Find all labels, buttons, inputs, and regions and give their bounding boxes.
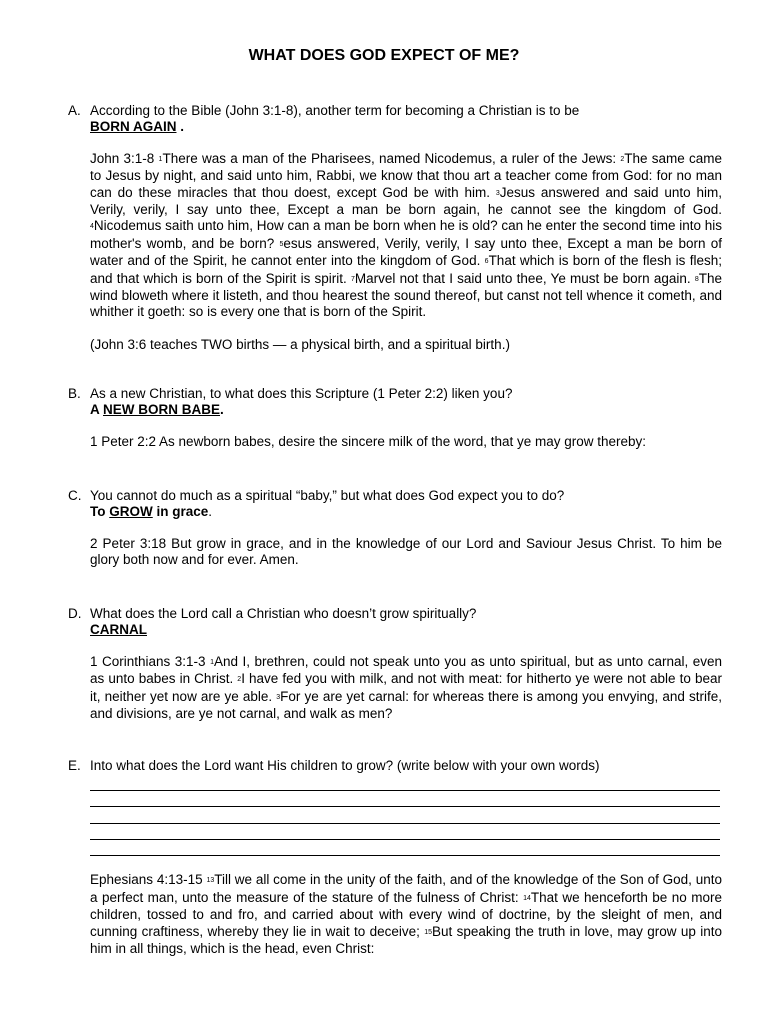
section-letter: E. — [68, 758, 81, 773]
scripture-2-peter: 2 Peter 3:18 But grow in grace, and in the knowledge of our Lord and Saviour Jesus Christ. To him be glory both now and for ever. Amen. — [90, 535, 722, 568]
note-two-births: (John 3:6 teaches TWO births — a physical birth, and a spiritual birth.) — [90, 336, 510, 352]
answer-b-text: NEW BORN BABE — [103, 402, 220, 418]
scripture-john-3 — [90, 151, 722, 321]
verse-number: 1 — [210, 658, 214, 666]
answer-c-prefix: To — [90, 504, 110, 520]
verse-number: 6 — [484, 258, 489, 266]
answer-a — [90, 119, 722, 135]
verse-number: 2 — [620, 155, 625, 163]
verse-number: 3 — [495, 189, 500, 197]
verse-number: 5 — [279, 240, 284, 248]
question-b: As a new Christian, to what does this Scripture (1 Peter 2:2) liken you? — [90, 386, 513, 401]
verse-text: And I, brethren, could not speak unto you as unto spiritual, but as unto carnal, even as unto babes in Christ. — [90, 653, 722, 687]
section-letter: B. — [68, 386, 81, 401]
section-b — [68, 386, 722, 450]
answer-a-text: BORN AGAIN — [90, 119, 177, 135]
answer-line[interactable] — [90, 791, 720, 807]
verse-text: I have fed you with milk, and not with meat: for hitherto ye were not able to bear it, neither yet now are ye able. — [90, 671, 722, 704]
verse-text: That which is born of the flesh is flesh; and that which is born of the Spirit is spirit. — [90, 253, 722, 286]
question-a: According to the Bible (John 3:1-8), another term for becoming a Christian is to be — [90, 103, 580, 118]
verse-text: The wind bloweth where it listeth, and thou hearest the sound thereof, but canst not tell whence it cometh, and whither it goeth: so is every one that is born of the Spirit. — [90, 270, 723, 320]
answer-b-suffix: . — [220, 402, 224, 418]
verse-number: 8 — [694, 275, 699, 283]
answer-c-suffix: in grace — [152, 504, 209, 520]
answer-d — [90, 622, 722, 638]
verse-number: 3 — [276, 693, 281, 701]
section-letter: D. — [68, 606, 82, 621]
verse-number: 7 — [350, 275, 355, 283]
verse-number: 1 — [158, 155, 163, 163]
verse-text: Jesus answered and said unto him, Verily, verily, I say unto thee, Except a man be born again, he cannot see the kingdom of God. — [90, 184, 722, 218]
verse-ref: 1 Corinthians 3:1-3 — [90, 653, 211, 669]
answer-d-text: CARNAL — [90, 622, 147, 638]
section-e — [68, 758, 722, 957]
verse-text: But speaking the truth in love, may grow up into him in all things, which is the head, even Christ: — [90, 923, 722, 956]
scripture-ephesians — [90, 872, 722, 957]
verse-text: That we henceforth be no more children, tossed to and fro, and carried about with every wind of doctrine, by the sleight of men, and cunning craftiness, whereby they lie in wait to deceive; — [90, 889, 722, 939]
verse-number: 2 — [237, 676, 242, 684]
question-e: Into what does the Lord want His children to grow? (write below with your own words) — [90, 758, 600, 773]
section-c — [68, 488, 722, 569]
page-title: WHAT DOES GOD EXPECT OF ME? — [248, 47, 520, 64]
section-letter: A. — [68, 103, 81, 118]
verse-number: 13 — [206, 877, 215, 885]
verse-number: 14 — [523, 894, 531, 902]
scripture-1-peter: 1 Peter 2:2 As newborn babes, desire the sincere milk of the word, that ye may grow thereby: — [90, 433, 647, 449]
scripture-1-corinthians — [90, 654, 722, 723]
answer-line[interactable] — [90, 824, 720, 840]
verse-text: Nicodemus saith unto him, How can a man be born when he is old? can he enter the second time into his mother's womb, and be born? — [90, 218, 723, 251]
verse-text: Till we all come in the unity of the faith, and of the knowledge of the Son of God, unto a perfect man, unto the measure of the stature of the fulness of Christ: — [90, 872, 722, 905]
verse-text: There was a man of the Pharisees, named Nicodemus, a ruler of the Jews: — [162, 150, 621, 166]
question-c: You cannot do much as a spiritual “baby,” but what does God expect you to do? — [90, 488, 565, 503]
answer-a-suffix: . — [176, 119, 185, 135]
section-letter: C. — [68, 488, 82, 503]
verse-number: 4 — [90, 223, 94, 231]
verse-number: 15 — [424, 928, 433, 936]
answer-b — [90, 402, 722, 418]
section-a — [68, 103, 722, 353]
question-d: What does the Lord call a Christian who doesn’t grow spiritually? — [90, 606, 477, 621]
verse-text: Marvel not that I said unto thee, Ye must be born again. — [354, 270, 695, 286]
verse-ref: John 3:1-8 — [90, 150, 159, 166]
answer-c-text: GROW — [109, 504, 153, 520]
answer-line[interactable] — [90, 840, 720, 856]
answer-line[interactable] — [90, 807, 720, 823]
verse-text: esus answered, Verily, verily, I say unto thee, Except a man be born of water and of the Spirit, he cannot enter into the kingdom of God. — [90, 235, 722, 269]
answer-c-end: . — [208, 504, 213, 520]
verse-ref: Ephesians 4:13-15 — [90, 872, 207, 888]
answer-line[interactable] — [90, 774, 720, 790]
section-d — [68, 606, 722, 722]
answer-b-prefix: A — [90, 402, 103, 418]
verse-text: The same came to Jesus by night, and said unto him, Rabbi, we know that thou art a teacher come from God: for no man can do these miracles that thou doest, except God be with him. — [90, 150, 723, 200]
verse-text: For ye are yet carnal: for whereas there is among you envying, and strife, and divisions, are ye not carnal, and walk as men? — [90, 688, 723, 722]
answer-c — [90, 504, 722, 520]
